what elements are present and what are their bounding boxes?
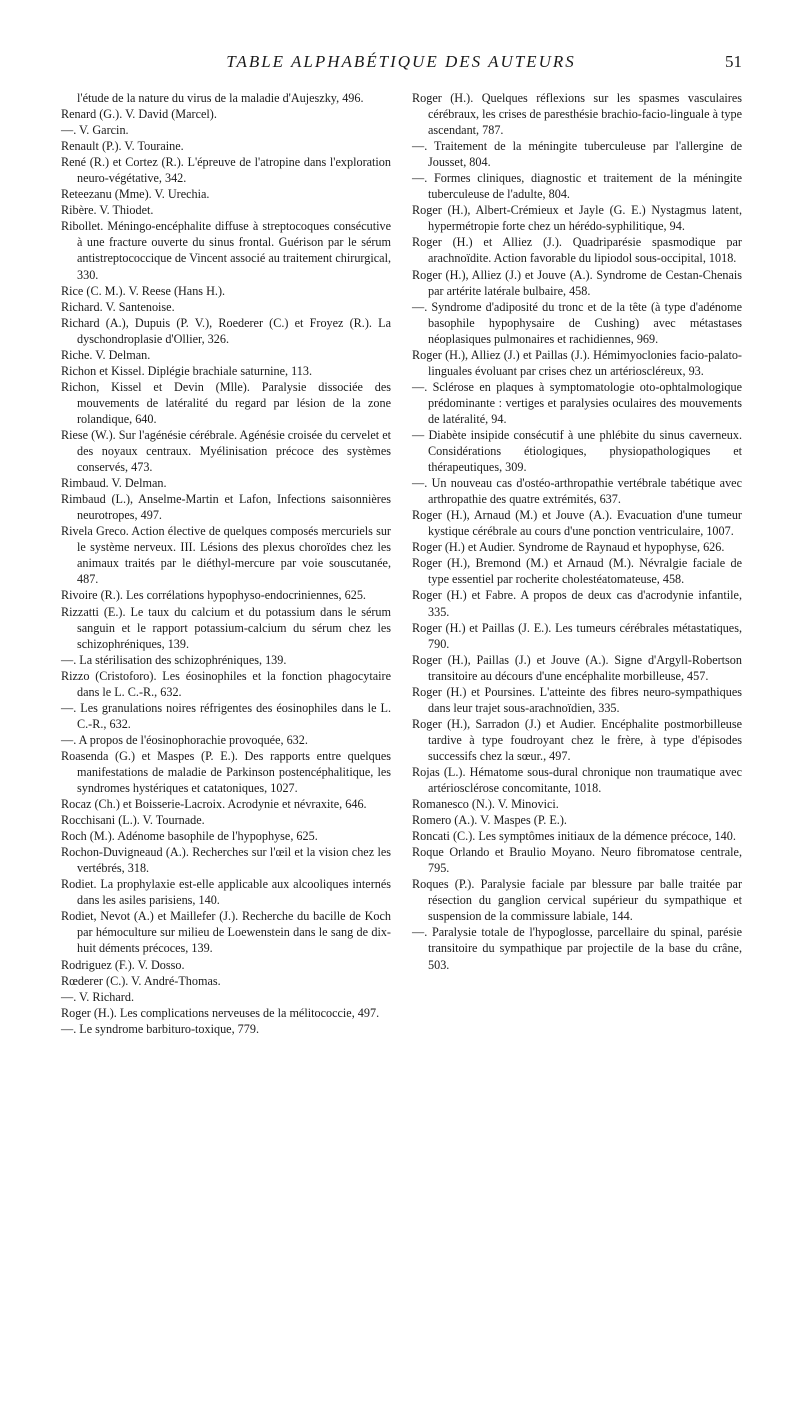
index-entry: Rojas (L.). Hématome sous-dural chronique non traumatique avec artériosclérose concomitante, 1018. — [412, 764, 742, 796]
index-entry: Rice (C. M.). V. Reese (Hans H.). — [61, 283, 226, 298]
index-entry: —. Traitement de la méningite tuberculeuse par l'allergine de Jousset, 804. — [412, 139, 742, 170]
index-entry: —. La stérilisation des schizophréniques, 139. — [61, 652, 287, 667]
index-entry: —. Sclérose en plaques à symptomatologie oto-ophtalmologique prédominante : vertiges et paralysies oculaires des mouvements de latéralité, 94. — [412, 379, 742, 426]
index-entry: Renault (P.). V. Touraine. — [61, 139, 184, 154]
index-entry: Rodriguez (F.). V. Dosso. — [61, 957, 185, 972]
index-entry: —. A propos de l'éosinophorachie provoquée, 632. — [61, 732, 308, 747]
index-entry: Roger (H.), Paillas (J.) et Jouve (A.). Signe d'Argyll-Robertson transitoire au décours d'une encéphalite morbilleuse, 457. — [412, 652, 742, 683]
index-entry: Roques (P.). Paralysie faciale par blessure par balle traitée par résection du ganglion cervical supérieur du sympathique et suspension de la commissure labiale, 144. — [412, 877, 742, 924]
index-entry: Richon et Kissel. Diplégie brachiale saturnine, 113. — [61, 363, 313, 378]
index-entry: Rivoire (R.). Les corrélations hypophyso-endocriniennes, 625. — [61, 588, 366, 603]
index-entry: Roger (H.) et Poursines. L'atteinte des fibres neuro-sympathiques dans leur trajet sous-arachnoïdien, 335. — [412, 684, 742, 715]
index-entry: Roger (H.), Arnaud (M.) et Jouve (A.). Evacuation d'une tumeur kystique cérébrale au cours d'une ponction ventriculaire, 1007. — [412, 508, 742, 539]
index-entry: Reteezanu (Mme). V. Urechia. — [61, 187, 210, 202]
index-entry: Rocchisani (L.). V. Tournade. — [61, 813, 205, 828]
page-number: 51 — [725, 52, 742, 71]
index-entry: Roger (H.), Alliez (J.) et Paillas (J.). Hémimyoclonies facio-palato-linguales évoluant par crises chez un artérioscléreux, 93. — [412, 347, 742, 378]
index-entry: Roger (H.) et Audier. Syndrome de Raynaud et hypophyse, 626. — [412, 540, 725, 555]
index-entry: Richard. V. Santenoise. — [61, 299, 175, 314]
index-entry: Richon, Kissel et Devin (Mlle). Paralysie dissociée des mouvements de latéralité du regard par lésion de la zone rolandique, 640. — [61, 379, 391, 426]
right-column — [412, 90, 742, 973]
index-entry: Roger (H.) et Fabre. A propos de deux cas d'acrodynie infantile, 335. — [412, 588, 742, 619]
index-entry: Roasenda (G.) et Maspes (P. E.). Des rapports entre quelques manifestations de maladie de Parkinson postencéphalitique, les syndromes hystériques et catatoniques, 1027. — [61, 748, 391, 796]
index-entry: Roque Orlando et Braulio Moyano. Neuro fibromatose centrale, 795. — [412, 845, 742, 876]
index-entry: Roger (H.) et Alliez (J.). Quadriparésie spasmodique par arachnoïdite. Action favorable du lipiodol sous-occipital, 1018. — [412, 235, 742, 266]
index-entry: —. Paralysie totale de l'hypoglosse, parcellaire du spinal, parésie transitoire du sympathique par projectile de la base du crâne, 503. — [412, 925, 742, 972]
index-entry: Roger (H.), Sarradon (J.) et Audier. Encéphalite postmorbilleuse tardive à type foudroyant chez le frère, à type d'épisodes successifs chez la sœur., 497. — [412, 716, 742, 763]
index-entry: l'étude de la nature du virus de la maladie d'Aujeszky, 496. — [77, 91, 364, 105]
index-entry: —. Formes cliniques, diagnostic et traitement de la méningite tuberculeuse de l'adulte, 804. — [412, 171, 742, 202]
index-entry: Roger (H.). Les complications nerveuses de la mélitococcie, 497. — [61, 1005, 380, 1020]
index-entry: Roger (H.), Bremond (M.) et Arnaud (M.). Névralgie faciale de type essentiel par rocherite cholestéatomateuse, 458. — [412, 556, 742, 587]
left-column — [61, 90, 391, 1037]
index-entry: Riese (W.). Sur l'agénésie cérébrale. Agénésie croisée du cervelet et des noyaux centraux. Myélinisation précoce des systèmes conservés, 473. — [61, 427, 391, 475]
index-entry: —. Syndrome d'adiposité du tronc et de la tête (à type d'adénome basophile hypophysaire de Cushing) avec métastases néoplasiques pulmonaires et rachidiennes, 969. — [412, 299, 742, 346]
index-entry: Roncati (C.). Les symptômes initiaux de la démence précoce, 140. — [412, 829, 736, 844]
index-entry: Roch (M.). Adénome basophile de l'hypophyse, 625. — [61, 829, 318, 844]
index-entry: Roger (H.) et Paillas (J. E.). Les tumeurs cérébrales métastatiques, 790. — [412, 620, 742, 651]
index-entry: René (R.) et Cortez (R.). L'épreuve de l'atropine dans l'exploration neuro-végétative, 342. — [61, 155, 391, 186]
index-entry: Romanesco (N.). V. Minovici. — [412, 797, 559, 812]
page-header — [60, 50, 742, 72]
index-entry: Roger (H.), Albert-Crémieux et Jayle (G. E.) Nystagmus latent, hypermétropie forte chez un hérédo-syphilitique, 94. — [412, 203, 742, 234]
index-entry: Ribollet. Méningo-encéphalite diffuse à streptocoques consécutive à une fracture ouverte du sinus frontal. Guérison par le sérum antistreptococcique de Vincent associé au traitement chirurgical, 330. — [61, 219, 391, 282]
index-entry: Rodiet, Nevot (A.) et Maillefer (J.). Recherche du bacille de Koch par hémoculture sur milieu de Loewenstein dans le sang de dix-huit déments précoces, 139. — [61, 909, 391, 956]
index-entry: Rocaz (Ch.) et Boisserie-Lacroix. Acrodynie et névraxite, 646. — [61, 797, 367, 812]
index-entry: Rizzo (Cristoforo). Les éosinophiles et la fonction phagocytaire dans le L. C.-R., 632. — [61, 668, 391, 699]
index-entry: —. V. Garcin. — [61, 123, 129, 138]
index-entry: Ribère. V. Thiodet. — [61, 203, 154, 218]
index-entry: Rœderer (C.). V. André-Thomas. — [61, 973, 221, 988]
index-entry: — Diabète insipide consécutif à une phlébite du sinus caverneux. Considérations étiologiques, physiopathologiques et thérapeutiques, 309. — [412, 427, 742, 475]
index-entry: Roger (H.). Quelques réflexions sur les spasmes vasculaires cérébraux, les crises de paresthésie brachio-facio-linguale à type ascendant, 787. — [412, 91, 743, 138]
index-entry: Rivela Greco. Action élective de quelques composés mercuriels sur le système nerveux. III. Lésions des plexus choroïdes chez les animaux traités par le diéthyl-mercure par voie souscutanée, 487. — [61, 524, 391, 587]
index-entry: —. Le syndrome barbituro-toxique, 779. — [61, 1021, 260, 1036]
index-entry: Romero (A.). V. Maspes (P. E.). — [412, 813, 567, 828]
index-entry: —. V. Richard. — [61, 989, 135, 1004]
index-entry: —. Un nouveau cas d'ostéo-arthropathie vertébrale tabétique avec arthropathie des quatre extrémités, 637. — [412, 476, 742, 507]
index-entry: Riche. V. Delman. — [61, 347, 151, 362]
index-entry: Rodiet. La prophylaxie est-elle applicable aux alcooliques internés dans les asiles parisiens, 140. — [61, 877, 391, 908]
index-entry: Rochon-Duvigneaud (A.). Recherches sur l'œil et la vision chez les vertébrés, 318. — [61, 845, 391, 876]
index-entry: —. Les granulations noires réfrigentes des éosinophiles dans le L. C.-R., 632. — [61, 700, 391, 731]
index-entry: Richard (A.), Dupuis (P. V.), Roederer (C.) et Froyez (R.). La dyschondroplasie d'Ollier, 326. — [61, 315, 391, 346]
index-entry: Renard (G.). V. David (Marcel). — [61, 107, 217, 122]
index-entry: Rizzatti (E.). Le taux du calcium et du potassium dans le sérum sanguin et le rapport potassium-calcium du sérum chez les schizophréniques, 139. — [61, 604, 391, 651]
running-title: TABLE ALPHABÉTIQUE DES AUTEURS — [226, 52, 576, 71]
index-entry: Rimbaud. V. Delman. — [61, 476, 167, 491]
index-entry: Roger (H.), Alliez (J.) et Jouve (A.). Syndrome de Cestan-Chenais par artérite latérale bulbaire, 458. — [412, 267, 742, 298]
index-entry: Rimbaud (L.), Anselme-Martin et Lafon, Infections saisonnières neurotropes, 497. — [61, 492, 391, 523]
